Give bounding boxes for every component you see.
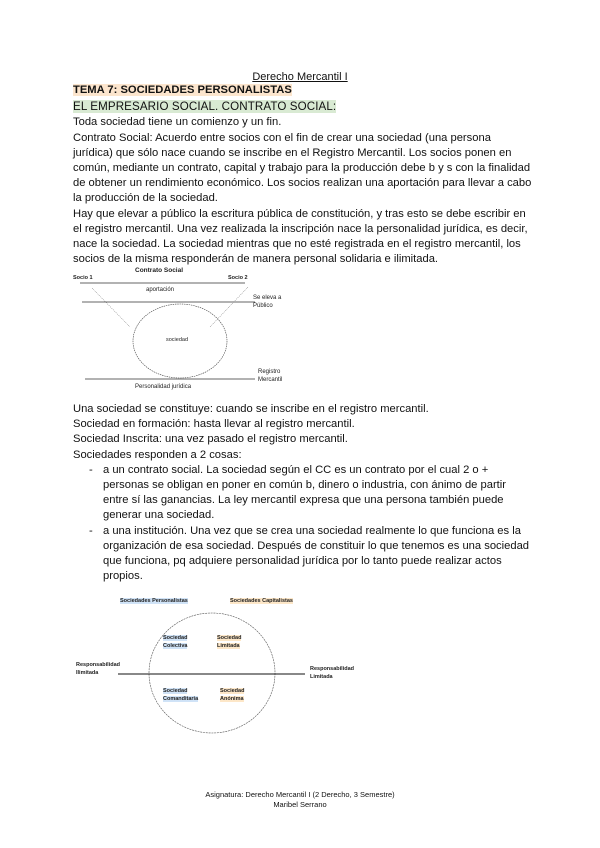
paragraph: Toda sociedad tiene un comienzo y un fin.: [73, 116, 282, 129]
content-top: [73, 83, 533, 267]
personalistas-label: Sociedades Personalistas: [120, 598, 188, 604]
eleva-publico-label: Se eleva a Público: [253, 295, 282, 309]
page-footer: [0, 790, 600, 810]
bullet-marker: -: [89, 463, 93, 476]
contrato-social-diagram: [70, 265, 330, 400]
footer-author: Maribel Serrano: [273, 800, 327, 809]
responsabilidad-limitada-label: Responsabilidad Limitada: [310, 666, 355, 680]
personalidad-juridica-label: Personalidad jurídica: [135, 384, 192, 390]
document-title: Derecho Mercantil I: [252, 71, 348, 83]
socio1-label: Socio 1: [73, 275, 93, 281]
bullet-list: [73, 463, 533, 585]
sociedad-colectiva-label: Sociedad Colectiva: [163, 635, 188, 649]
paragraph: Sociedades responden a 2 cosas:: [73, 448, 242, 461]
diagram-title: Contrato Social: [135, 267, 184, 274]
bullet-item: - a una institución. Una vez que se crea una sociedad realmente lo que funciona es la organización de esa sociedad. Después de constituir lo que tenemos es una sociedad que funciona, pq adquiere personalidad jurídica por lo tanto puede realizar actos propios.: [89, 524, 530, 583]
sociedad-comanditaria-label: Sociedad Comanditaria: [163, 688, 199, 702]
tema-heading: TEMA 7: SOCIEDADES PERSONALISTAS: [73, 84, 292, 96]
paragraph: Hay que elevar a público la escritura pública de constitución, y tras esto se debe escribir en el registro mercantil. Una vez realizada la inscripción nace la personalidad jurídica, es decir, nace la sociedad. La sociedad mientras que no esté registrada en el registro mercantil, los socios de la misma responderán de manera personal solidaria e ilimitada.: [73, 207, 528, 266]
sociedad-limitada-label: Sociedad Limitada: [217, 635, 242, 649]
paragraph: Sociedad en formación: hasta llevar al registro mercantil.: [73, 418, 355, 431]
paragraph: Sociedad Inscrita: una vez pasado el registro mercantil.: [73, 433, 348, 446]
aportacion-label: aportación: [146, 287, 175, 293]
paragraph: Contrato Social: Acuerdo entre socios con el fin de crear una sociedad (una persona jurídica) que sólo nace cuando se inscribe en el Registro Mercantil. Los socios ponen en común, mediante un contrato, capital y trabajo para la producción debe b y s con la finalidad de obtener un rendimiento económico. Los socios realizan una aportación para llevar a cabo la producción de la sociedad.: [73, 131, 532, 205]
socio2-label: Socio 2: [228, 275, 248, 281]
paragraph: Una sociedad se constituye: cuando se inscribe en el registro mercantil.: [73, 403, 429, 415]
diagram-lines: [70, 265, 330, 400]
registro-mercantil-label: Registro Mercantil: [258, 369, 283, 383]
capitalistas-label: Sociedades Capitalistas: [230, 598, 293, 604]
footer-subject: Asignatura: Derecho Mercantil I (2 Derecho, 3 Semestre): [205, 790, 395, 799]
responsabilidad-ilimitada-label: Responsabilidad Ilimitada: [76, 662, 121, 676]
sociedad-label: sociedad: [166, 337, 189, 343]
sociedad-anonima-label: Sociedad Anónima: [220, 688, 245, 702]
sociedades-classification-diagram: [70, 590, 370, 790]
content-middle: [73, 402, 533, 584]
section-subtitle: EL EMPRESARIO SOCIAL. CONTRATO SOCIAL:: [73, 100, 337, 114]
bullet-marker: -: [89, 524, 93, 537]
bullet-item: - a un contrato social. La sociedad según el CC es un contrato por el cual 2 o + personas se obligan en poner en común b, dinero o industria, con ánimo de partir entre sí las ganancias. La ley mercantil expresa que una persona también puede generar una sociedad.: [89, 463, 507, 522]
